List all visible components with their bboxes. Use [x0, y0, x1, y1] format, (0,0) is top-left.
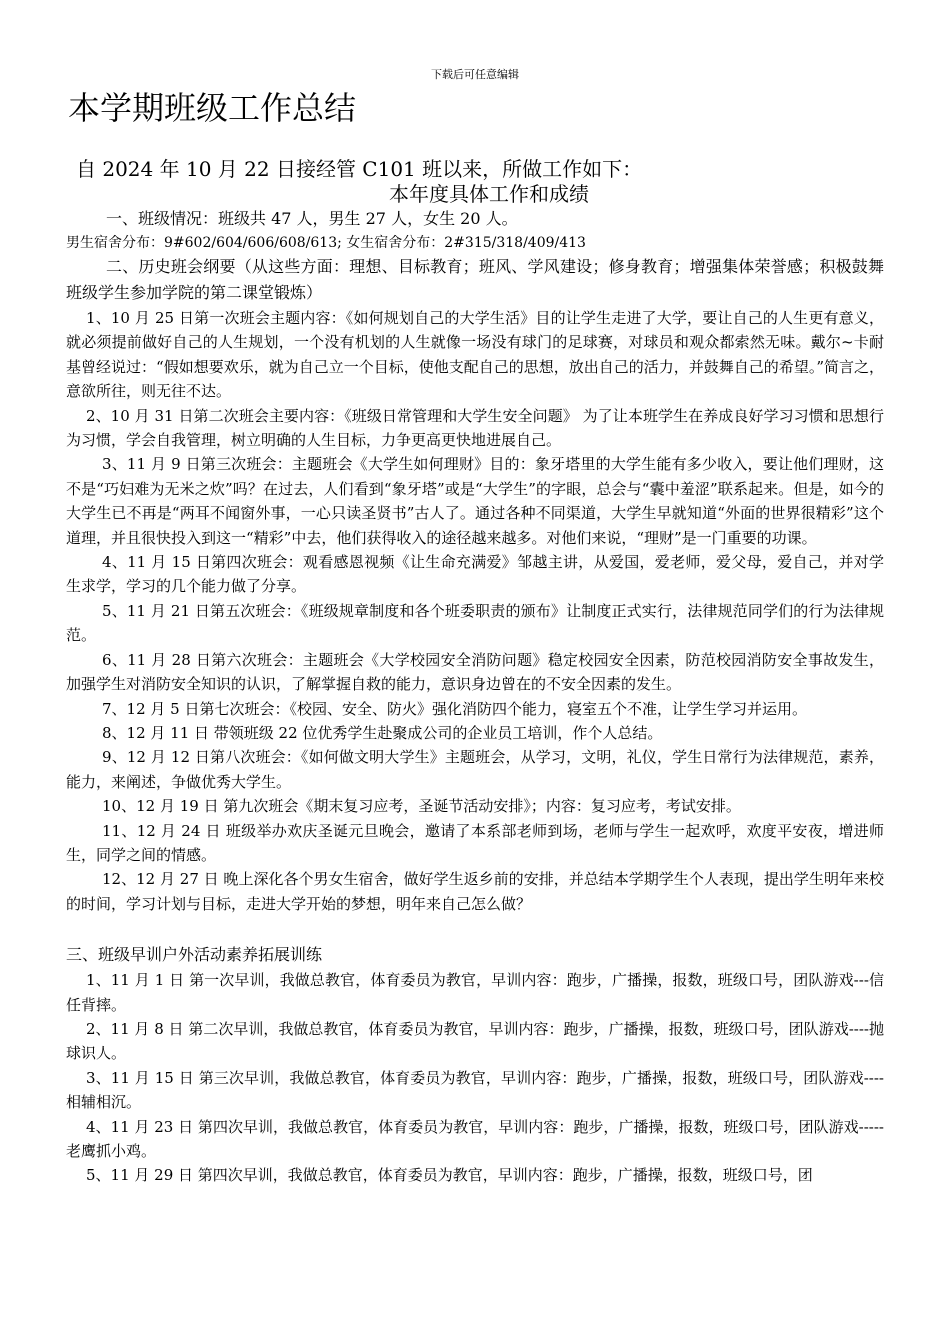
- subtitle: 自 2024 年 10 月 22 日接经管 C101 班以来，所做工作如下：: [76, 157, 643, 181]
- training-item: 3、11 月 15 日 第三次早训，我做总教官，体育委员为教官，早训内容：跑步，广播操，报数，班级口号，团队游戏----相辅相沉。: [66, 1068, 884, 1112]
- meeting-item: 12、12 月 27 日 晚上深化各个男女生宿舍，做好学生返乡前的安排，并总结本学期学生个人表现，提出学生明年来校的时间，学习计划与目标，走进大学开始的梦想，明年来自己怎么做？: [66, 870, 884, 913]
- training-item: 5、11 月 29 日 第四次早训，我做总教官，体育委员为教官，早训内容：跑步，广播操，报数，班级口号，团: [86, 1166, 813, 1185]
- meeting-item: 3、11 月 9 日第三次班会：主题班会《大学生如何理财》目的：象牙塔里的大学生能有多少收入，要让他们理财，这不是“巧妇难为无米之炊”吗？在过去，人们看到“象牙塔”或是“大学生”的字眼，总会与“囊中羞涩”联系起来。但是，如今的大学生已不再是“两耳不闻窗外事，一心只读圣贤书”古人了。通过各种不同渠道，大学生早就知道“外面的世界很精彩”这个道理，并且很快投入到这一“精彩”中去，他们获得收入的途径越来越多。对他们来说，“理财”是一门重要的功课。: [66, 455, 884, 547]
- meeting-item: 1、10 月 25 日第一次班会主题内容：《如何规划自己的大学生活》目的让学生走进了大学，要让自己的人生更有意义，就必须提前做好自己的人生规划，一个没有机划的人生就像一场没有球门的足球赛，对球员和观众都索然无味。戴尔~卡耐基曾经说过：“假如想要欢乐，就为自己立一个目标，使他支配自己的思想，放出自己的活力，并鼓舞自己的希望。”简言之，意欲所往，则无往不达。: [66, 309, 884, 401]
- training-item: 1、11 月 1 日 第一次早训，我做总教官，体育委员为教官，早训内容：跑步，广播操，报数，班级口号，团队游戏---信任背摔。: [66, 971, 884, 1014]
- document-body: [66, 206, 884, 1188]
- page-title: 本学期班级工作总结: [68, 89, 357, 127]
- meeting-item: 11、12 月 24 日 班级举办欢庆圣诞元旦晚会，邀请了本系部老师到场，老师与学生一起欢呼，欢度平安夜，增进师生，同学之间的情感。: [66, 821, 884, 864]
- training-item: 4、11 月 23 日 第四次早训，我做总教官，体育委员为教官，早训内容：跑步，广播操，报数，班级口号，团队游戏-----老鹰抓小鸡。: [66, 1117, 884, 1160]
- meeting-item: 7、12 月 5 日第七次班会：《校园、安全、防火》强化消防四个能力，寝室五个不准，让学生学习并运用。: [102, 699, 807, 718]
- meeting-item: 6、11 月 28 日第六次班会：主题班会《大学校园安全消防问题》稳定校园安全因素，防范校园消防安全事故发生，加强学生对消防安全知识的认识，了解掌握自救的能力，意识身边曾在的不安全因素的发生。: [66, 650, 884, 694]
- history-heading: 二、历史班会纲要（从这些方面：理想、目标教育；班风、学风建设；修身教育；增强集体荣誉感；积极鼓舞班级学生参加学院的第二课堂锻炼）: [66, 257, 884, 302]
- class-info: 一、班级情况：班级共 47 人，男生 27 人，女生 20 人。: [106, 209, 518, 228]
- meeting-item: 10、12 月 19 日 第九次班会《期末复习应考，圣诞节活动安排》；内容：复习应考，考试安排。: [102, 797, 741, 816]
- training-item: 2、11 月 8 日 第二次早训，我做总教官，体育委员为教官，早训内容：跑步，广播操，报数，班级口号，团队游戏----抛球识人。: [66, 1019, 884, 1063]
- paragraph-gap: [66, 916, 884, 942]
- meeting-item: 9、12 月 12 日第八次班会：《如何做文明大学生》主题班会，从学习，文明，礼仪，学生日常行为法律规范，素养，能力，来阐述，争做优秀大学生。: [66, 748, 884, 791]
- meeting-item: 8、12 月 11 日 带领班级 22 位优秀学生赴聚成公司的企业员工培训，作个人总结。: [102, 723, 663, 742]
- section3-heading: 三、班级早训户外活动素养拓展训练: [66, 945, 323, 965]
- dorm-info: 男生宿舍分布：9#602/604/606/608/613; 女生宿舍分布：2#315/318/409/413: [66, 235, 586, 251]
- meeting-item: 5、11 月 21 日第五次班会：《班级规章制度和各个班委职责的颁布》让制度正式实行，法律规范同学们的行为法律规范。: [66, 601, 884, 645]
- header-note: 下载后可任意编辑: [431, 68, 519, 81]
- section-heading: 本年度具体工作和成绩: [389, 182, 589, 206]
- meeting-item: 4、11 月 15 日第四次班会：观看感恩视频《让生命充满爱》邹越主讲，从爱国，爱老师，爱父母，爱自己，并对学生求学，学习的几个能力做了分享。: [66, 553, 884, 596]
- meeting-item: 2、10 月 31 日第二次班会主要内容：《班级日常管理和大学生安全问题》 为了让本班学生在养成良好学习习惯和思想行为习惯，学会自我管理，树立明确的人生目标，力争更高更快地进展自己。: [66, 406, 884, 450]
